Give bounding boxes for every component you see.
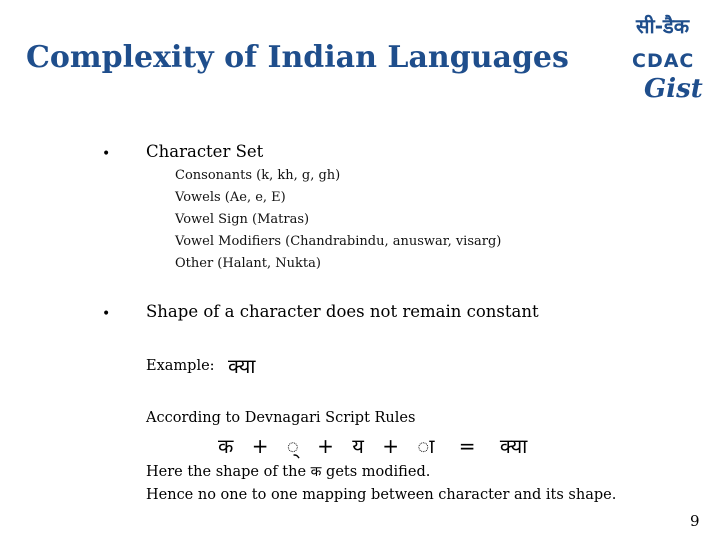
equation-plus: + — [317, 434, 334, 458]
equation-halant: ् — [286, 434, 299, 458]
slide-title: Complexity of Indian Languages — [26, 40, 569, 75]
rules-text: According to Devnagari Script Rules — [146, 410, 416, 426]
logo-cdac-text: CDAC — [632, 50, 695, 72]
logo-gist-text: Gist — [644, 74, 703, 104]
mapping-line: Hence no one to one mapping between character and its shape. — [146, 487, 617, 503]
equation-ka: क — [218, 434, 234, 458]
bullet-marker: • — [102, 306, 111, 322]
shape-line-before: Here the shape of the — [146, 464, 307, 480]
sub-item-consonants: Consonants (k, kh, g, gh) — [175, 168, 341, 183]
shape-modified-line — [146, 462, 430, 481]
bullet-heading-character-set: Character Set — [146, 142, 264, 161]
logo-hindi-text: सी-डैक — [636, 14, 690, 38]
equation-equals: = — [458, 434, 476, 458]
bullet-heading-shape: Shape of a character does not remain constant — [146, 302, 539, 321]
equation-result: क्या — [499, 434, 528, 458]
equation-plus: + — [251, 434, 269, 458]
bullet-marker: • — [102, 146, 111, 162]
cdac-gist-logo — [632, 12, 712, 108]
shape-line-after: gets modified. — [326, 464, 431, 480]
sub-item-vowel-modifiers: Vowel Modifiers (Chandrabindu, anuswar, visarg) — [175, 234, 502, 249]
example-label: Example: — [146, 358, 215, 374]
equation-ya: य — [352, 434, 364, 458]
page-number: 9 — [690, 512, 700, 530]
sub-item-vowel-sign: Vowel Sign (Matras) — [175, 212, 310, 227]
shape-line-char: क — [310, 464, 322, 480]
example-word: क्या — [228, 354, 256, 378]
equation-plus: + — [382, 434, 399, 458]
devanagari-equation — [218, 432, 527, 459]
sub-item-other: Other (Halant, Nukta) — [175, 256, 321, 271]
equation-aa-matra: ा — [417, 434, 435, 458]
sub-item-vowels: Vowels (Ae, e, E) — [175, 190, 286, 205]
